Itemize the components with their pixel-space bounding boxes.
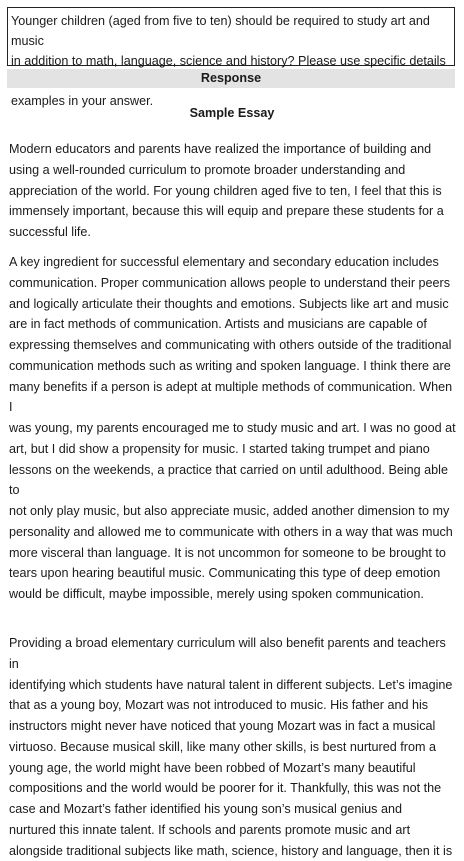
response-header: Response (7, 69, 455, 88)
essay-paragraph-1: Modern educators and parents have realized the importance of building and using a well-rounded curriculum to promote broader understanding and appreciation of the world. For young children aged five to ten, I feel that this is immensely important, because this will equip and prepare these students for a successful life. (9, 142, 444, 239)
essay-title: Sample Essay (189, 106, 275, 120)
essay-paragraph-2: A key ingredient for successful elementary and secondary education includes communication. Proper communication allows people to understand their peers and logically articulate their thoughts and emotions. Subjects like art and music are in fact methods of communication. Artists and musicians are capable of expressing themselves and communicating with others outside of the traditional communication methods such as writing and spoken language. I think there are many benefits if a person is adept at multiple methods of communication. When I was young, my parents encouraged me to study music and art. I was no good at art, but I did show a propensity for music. I started taking trumpet and piano lessons on the weekends, a practice that carried on until adulthood. Being able to not only play music, but also appreciate music, added another dimension to my personality and allowed me to communicate with others in a way that was much more visceral than language. It is not uncommon for someone to be brought to tears upon hearing beautiful music. Communicating this type of deep emotion would be difficult, maybe impossible, merely using spoken communication. (9, 255, 456, 601)
question-prompt: Younger children (aged from five to ten) should be required to study art and music in addition to math, language, science and history? Please use specific details examples in your answer. (7, 7, 455, 66)
essay-paragraph-3: Providing a broad elementary curriculum will also benefit parents and teachers in identifying which students have natural talent in different subjects. Let’s imagine that as a young boy, Mozart was not introduced to music. His father and his instructors might never have noticed that young Mozart was in fact a musical virtuoso. Because musical skill, like many other skills, is best nurtured from a young age, the world might have been robbed of Mozart’s many beautiful compositions and the world would be poorer for it. Thankfully, this was not the case and Mozart’s father identified his young son’s musical genius and nurtured this innate talent. If schools and parents promote music and art alongside traditional subjects like math, science, history and language, then it is (9, 636, 453, 858)
